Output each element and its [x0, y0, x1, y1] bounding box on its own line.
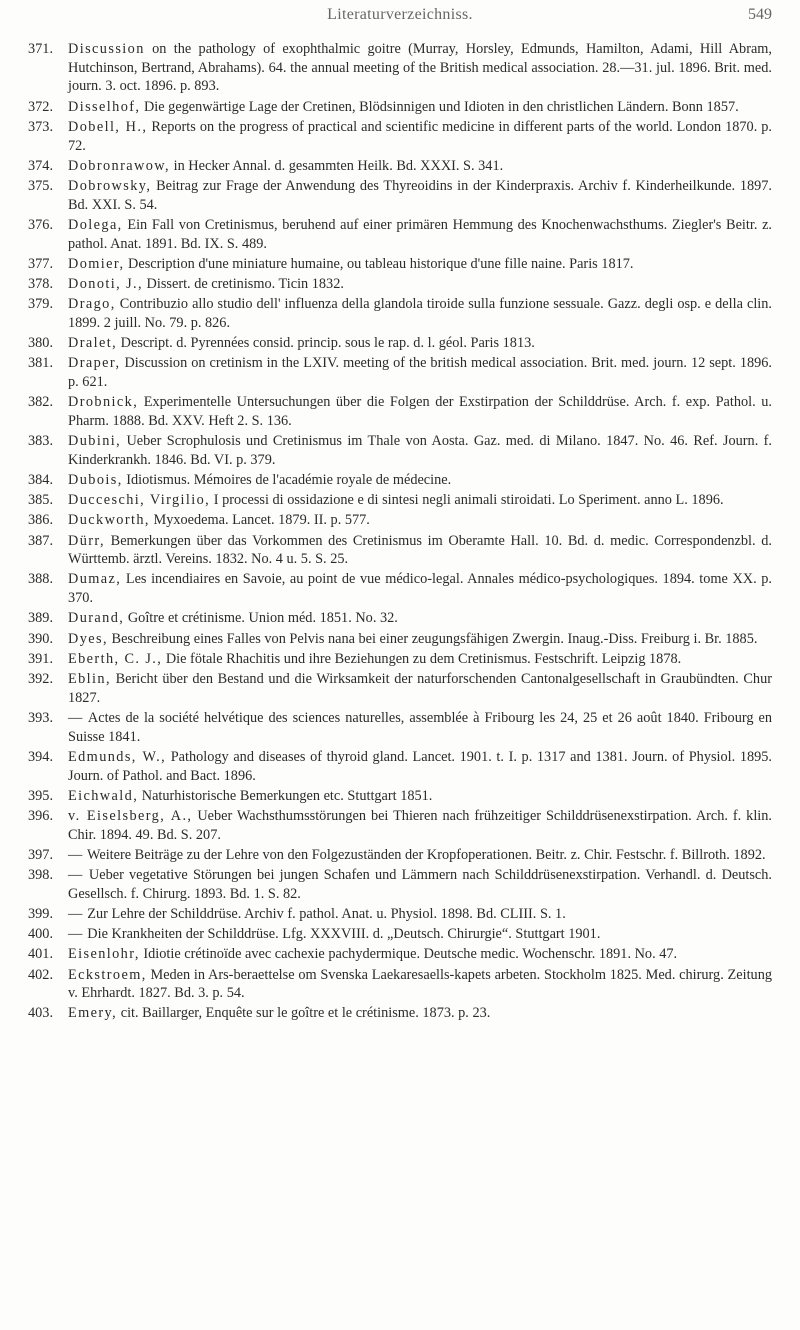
entry-author: Emery, — [68, 1005, 118, 1022]
entry-reference-text: Idiotismus. Mémoires de l'académie royale de médecine. — [122, 471, 452, 488]
entry-author: — — [68, 867, 84, 884]
bibliography-entry — [28, 354, 772, 391]
bibliography-entry — [28, 609, 772, 628]
entry-reference-text: Die gegenwärtige Lage der Cretinen, Blödsinnigen und Idioten in den christlichen Ländern. Bonn 1857. — [140, 98, 739, 115]
entry-number: 390. — [28, 630, 54, 647]
entry-author: Dubini, — [68, 433, 122, 450]
bibliography-entry — [28, 866, 772, 903]
entry-number: 374. — [28, 157, 54, 174]
entry-author: — — [68, 709, 84, 726]
entry-author: v. Eiselsberg, A., — [68, 807, 193, 824]
entry-citation — [68, 511, 772, 530]
bibliography-entry — [28, 393, 772, 430]
entry-citation — [68, 1004, 772, 1023]
entry-number: 388. — [28, 571, 54, 588]
entry-citation — [68, 748, 772, 785]
entry-author: Draper, — [68, 355, 121, 372]
entry-citation — [68, 532, 772, 569]
bibliography-entry — [28, 177, 772, 214]
bibliography-entry — [28, 630, 772, 649]
entry-number: 385. — [28, 492, 54, 509]
entry-reference-text: cit. Baillarger, Enquête sur le goître et le crétinisme. 1873. p. 23. — [117, 1005, 491, 1022]
entry-author: Ducceschi, Virgilio, — [68, 492, 211, 509]
entry-citation — [68, 295, 772, 332]
entry-number: 403. — [28, 1005, 54, 1022]
entry-number: 396. — [28, 807, 54, 824]
entry-number: 384. — [28, 471, 54, 488]
entry-number: 378. — [28, 275, 54, 292]
bibliography-entry — [28, 98, 772, 117]
bibliography-entry — [28, 905, 772, 924]
bibliography-entry — [28, 650, 772, 669]
entry-reference-text: Idiotie crétinoïde avec cachexie pachydermique. Deutsche medic. Wochenschr. 1891. No. 47. — [139, 946, 678, 963]
entry-number: 392. — [28, 671, 54, 687]
entry-reference-text: Ueber Wachsthumsstörungen bei Thieren nach frühzeitiger Schilddrüsenexstirpation. Arch. f. klin. Chir. 1894. 49. Bd. S. 207. — [68, 807, 772, 843]
entry-author: Drago, — [68, 296, 116, 313]
bibliography-entry — [28, 491, 772, 510]
entry-reference-text: Ueber Scrophulosis und Cretinismus im Thale von Aosta. Gaz. med. di Milano. 1847. No. 46. Ref. Journ. f. Kinderkrankh. 1846. Bd. VI. p. 379. — [68, 433, 772, 468]
entry-citation — [68, 275, 772, 294]
bibliography-entry — [28, 807, 772, 844]
entry-author: Edmunds, W., — [68, 748, 167, 765]
bibliography-entry — [28, 432, 772, 469]
entry-citation — [68, 432, 772, 469]
page-header — [0, 6, 800, 34]
entry-citation — [68, 118, 772, 155]
entry-citation — [68, 255, 772, 274]
entry-number: 393. — [28, 709, 54, 726]
entry-number: 398. — [28, 867, 54, 884]
entry-number: 377. — [28, 255, 54, 272]
page-number: 549 — [748, 6, 772, 23]
entry-reference-text: Myxoedema. Lancet. 1879. II. p. 577. — [149, 512, 370, 529]
bibliography-entry — [28, 748, 772, 785]
entry-author: Durand, — [68, 610, 125, 627]
entry-citation — [68, 807, 772, 844]
entry-author: Eblin, — [68, 671, 111, 687]
entry-number: 386. — [28, 512, 54, 529]
entry-number: 376. — [28, 216, 54, 233]
entry-author: Donoti, J., — [68, 275, 143, 292]
entry-citation — [68, 40, 772, 96]
bibliography-entry — [28, 570, 772, 607]
entry-number: 397. — [28, 846, 54, 863]
entry-author: Dralet, — [68, 335, 118, 352]
entry-number: 373. — [28, 118, 54, 135]
entry-reference-text: Beitrag zur Frage der Anwendung des Thyreoidins in der Kinderpraxis. Archiv f. Kinderheilkunde. 1897. Bd. XXI. S. 54. — [68, 177, 772, 213]
bibliography-entry — [28, 471, 772, 490]
entry-reference-text: in Hecker Annal. d. gesammten Heilk. Bd. XXXI. S. 341. — [170, 157, 504, 174]
entry-author: Dumaz, — [68, 571, 122, 588]
entry-number: 375. — [28, 177, 54, 194]
entry-citation — [68, 471, 772, 490]
entry-author: Disselhof, — [68, 98, 141, 115]
entry-reference-text: Die Krankheiten der Schilddrüse. Lfg. XXXVIII. d. „Deutsch. Chirurgie“. Stuttgart 1901. — [83, 926, 601, 943]
bibliography-entry — [28, 157, 772, 176]
entry-author: — — [68, 926, 84, 943]
entry-citation — [68, 630, 772, 649]
bibliography-entry — [28, 1004, 772, 1023]
entry-number: 379. — [28, 296, 54, 313]
entry-author: — — [68, 905, 84, 922]
entry-citation — [68, 945, 772, 964]
bibliography-entry — [28, 118, 772, 155]
entry-author: Domier, — [68, 255, 125, 272]
bibliography-entry — [28, 709, 772, 746]
entry-author: Eisenlohr, — [68, 946, 140, 963]
entry-reference-text: Dissert. de cretinismo. Ticin 1832. — [142, 275, 344, 292]
entry-citation — [68, 609, 772, 628]
entry-author: Dobrowsky, — [68, 177, 152, 194]
running-title: Literaturverzeichniss. — [327, 6, 473, 23]
entry-citation — [68, 570, 772, 607]
entry-number: 395. — [28, 787, 54, 804]
bibliography-entry — [28, 945, 772, 964]
entry-citation — [68, 157, 772, 176]
entry-reference-text: on the pathology of exophthalmic goitre (Murray, Horsley, Edmunds, Hamilton, Adami, Hill Abram, Hutchinson, Bertrand, Abrahams). 64. the annual meeting of the British medical association. 28.—31. jul. 1896. Brit. med. journ. 3. oct. 1896. p. 893. — [68, 41, 772, 95]
entry-author: Dobell, H., — [68, 118, 148, 135]
entry-reference-text: Experimentelle Untersuchungen über die Folgen der Exstirpation der Schilddrüse. Arch. f. exp. Pathol. u. Pharm. 1888. Bd. XXV. Heft 2. S. 136. — [68, 394, 772, 429]
bibliography-entry — [28, 670, 772, 707]
bibliography-entry — [28, 334, 772, 353]
entry-number: 387. — [28, 532, 54, 549]
bibliography-entry — [28, 275, 772, 294]
entry-citation — [68, 491, 772, 510]
entry-reference-text: Pathology and diseases of thyroid gland. Lancet. 1901. t. I. p. 1317 and 1381. Journ. of Physiol. 1895. Journ. of Pathol. and Bact. 1896. — [68, 748, 772, 784]
entry-author: Eberth, C. J., — [68, 650, 163, 667]
entry-citation — [68, 393, 772, 430]
entry-citation — [68, 709, 772, 746]
entry-reference-text: Bemerkungen über das Vorkommen des Cretinismus im Oberamte Hall. 10. Bd. d. medic. Correspondenzbl. d. Württemb. ärztl. Vereins. 1832. No. 4 u. 5. S. 25. — [68, 532, 772, 568]
entry-citation — [68, 98, 772, 117]
entry-author: Eckstroem, — [68, 966, 147, 983]
entry-number: 383. — [28, 433, 54, 450]
entry-author: Dolega, — [68, 216, 123, 233]
entry-reference-text: Discussion on cretinism in the LXIV. meeting of the british medical association. Brit. med. journ. 12 sept. 1896. p. 621. — [68, 355, 772, 390]
entry-reference-text: Goître et crétinisme. Union méd. 1851. No. 32. — [124, 610, 398, 627]
entry-author: Dobronrawow, — [68, 157, 171, 174]
entry-reference-text: Meden in Ars-beraettelse om Svenska Laekaresaells-kapets arbeten. Stockholm 1825. Med. chirurg. Zeitung v. Ehrhardt. 1827. Bd. 3. p. 54. — [68, 966, 772, 1002]
entry-number: 401. — [28, 946, 54, 963]
bibliography-entry — [28, 511, 772, 530]
entry-number: 380. — [28, 335, 54, 352]
entry-reference-text: Beschreibung eines Falles von Pelvis nana bei einer zeugungsfähigen Zwergin. Inaug.-Diss. Freiburg i. Br. 1885. — [107, 630, 758, 647]
bibliography-entry — [28, 295, 772, 332]
entry-citation — [68, 866, 772, 903]
entry-citation — [68, 334, 772, 353]
entry-number: 402. — [28, 966, 54, 983]
entry-citation — [68, 925, 772, 944]
entry-author: Eichwald, — [68, 787, 139, 804]
entry-citation — [68, 216, 772, 253]
entry-author: — — [68, 846, 84, 863]
entry-number: 394. — [28, 748, 54, 765]
entry-citation — [68, 966, 772, 1003]
entry-reference-text: Les incendiaires en Savoie, au point de vue médico-legal. Annales médico-psychologiques. 1894. tome XX. p. 370. — [68, 571, 772, 607]
entry-number: 389. — [28, 610, 54, 627]
entry-citation — [68, 905, 772, 924]
bibliography-entry — [28, 787, 772, 806]
entry-citation — [68, 177, 772, 214]
bibliography-entry — [28, 966, 772, 1003]
entry-reference-text: Bericht über den Bestand und die Wirksamkeit der naturforschenden Cantonalgesellschaft in Graubündten. Chur 1827. — [68, 671, 772, 706]
entry-reference-text: Naturhistorische Bemerkungen etc. Stuttgart 1851. — [138, 787, 433, 804]
entry-citation — [68, 650, 772, 669]
entry-number: 372. — [28, 98, 54, 115]
entry-number: 400. — [28, 926, 54, 943]
entry-author: Discussion — [68, 41, 145, 57]
entry-reference-text: Zur Lehre der Schilddrüse. Archiv f. pathol. Anat. u. Physiol. 1898. Bd. CLIII. S. 1. — [83, 905, 566, 922]
entry-author: Duckworth, — [68, 512, 150, 529]
bibliography-list — [28, 40, 772, 1025]
entry-reference-text: Reports on the progress of practical and scientific medicine in different parts of the world. London 1870. p. 72. — [68, 118, 772, 154]
entry-reference-text: Contribuzio allo studio dell' influenza della glandola tiroide sulla funzione sessuale. Gazz. degli osp. e della clin. 1899. 2 juill. No. 79. p. 826. — [68, 296, 772, 331]
entry-number: 382. — [28, 394, 54, 411]
bibliography-entry — [28, 925, 772, 944]
entry-author: Drobnick, — [68, 394, 139, 411]
entry-author: Dyes, — [68, 630, 108, 647]
entry-number: 371. — [28, 41, 54, 57]
entry-reference-text: Ueber vegetative Störungen bei jungen Schafen und Lämmern nach Schilddrüsenexstirpation. Verhandl. d. Deutsch. Gesellsch. f. Chirurg. 1893. Bd. 1. S. 82. — [68, 867, 772, 902]
entry-author: Dubois, — [68, 471, 123, 488]
entry-number: 391. — [28, 650, 54, 667]
entry-citation — [68, 846, 772, 865]
entry-reference-text: Descript. d. Pyrennées consid. princip. sous le rap. d. l. géol. Paris 1813. — [117, 335, 535, 352]
entry-reference-text: Weitere Beiträge zu der Lehre von den Folgezuständen der Kropfoperationen. Beitr. z. Chir. Festschr. f. Billroth. 1892. — [83, 846, 766, 863]
entry-reference-text: Die fötale Rhachitis und ihre Beziehungen zu dem Cretinismus. Festschrift. Leipzig 1878. — [162, 650, 682, 667]
bibliography-entry — [28, 532, 772, 569]
bibliography-entry — [28, 846, 772, 865]
entry-reference-text: I processi di ossidazione e di sintesi negli animali stiroidati. Lo Speriment. anno L. 1896. — [210, 492, 724, 509]
entry-reference-text: Actes de la société helvétique des sciences naturelles, assemblée à Fribourg les 24, 25 et 26 août 1840. Fribourg en Suisse 1841. — [68, 709, 772, 745]
entry-reference-text: Ein Fall von Cretinismus, beruhend auf einer primären Hemmung des Knochenwachsthums. Ziegler's Beitr. z. pathol. Anat. 1891. Bd. IX. S. 489. — [68, 216, 772, 252]
bibliography-entry — [28, 255, 772, 274]
entry-author: Dürr, — [68, 532, 105, 549]
bibliography-entry — [28, 40, 772, 96]
entry-citation — [68, 354, 772, 391]
entry-citation — [68, 670, 772, 707]
bibliography-entry — [28, 216, 772, 253]
entry-reference-text: Description d'une miniature humaine, ou tableau historique d'une fille naine. Paris 1817. — [124, 255, 634, 272]
entry-number: 399. — [28, 905, 54, 922]
entry-citation — [68, 787, 772, 806]
entry-number: 381. — [28, 355, 54, 372]
